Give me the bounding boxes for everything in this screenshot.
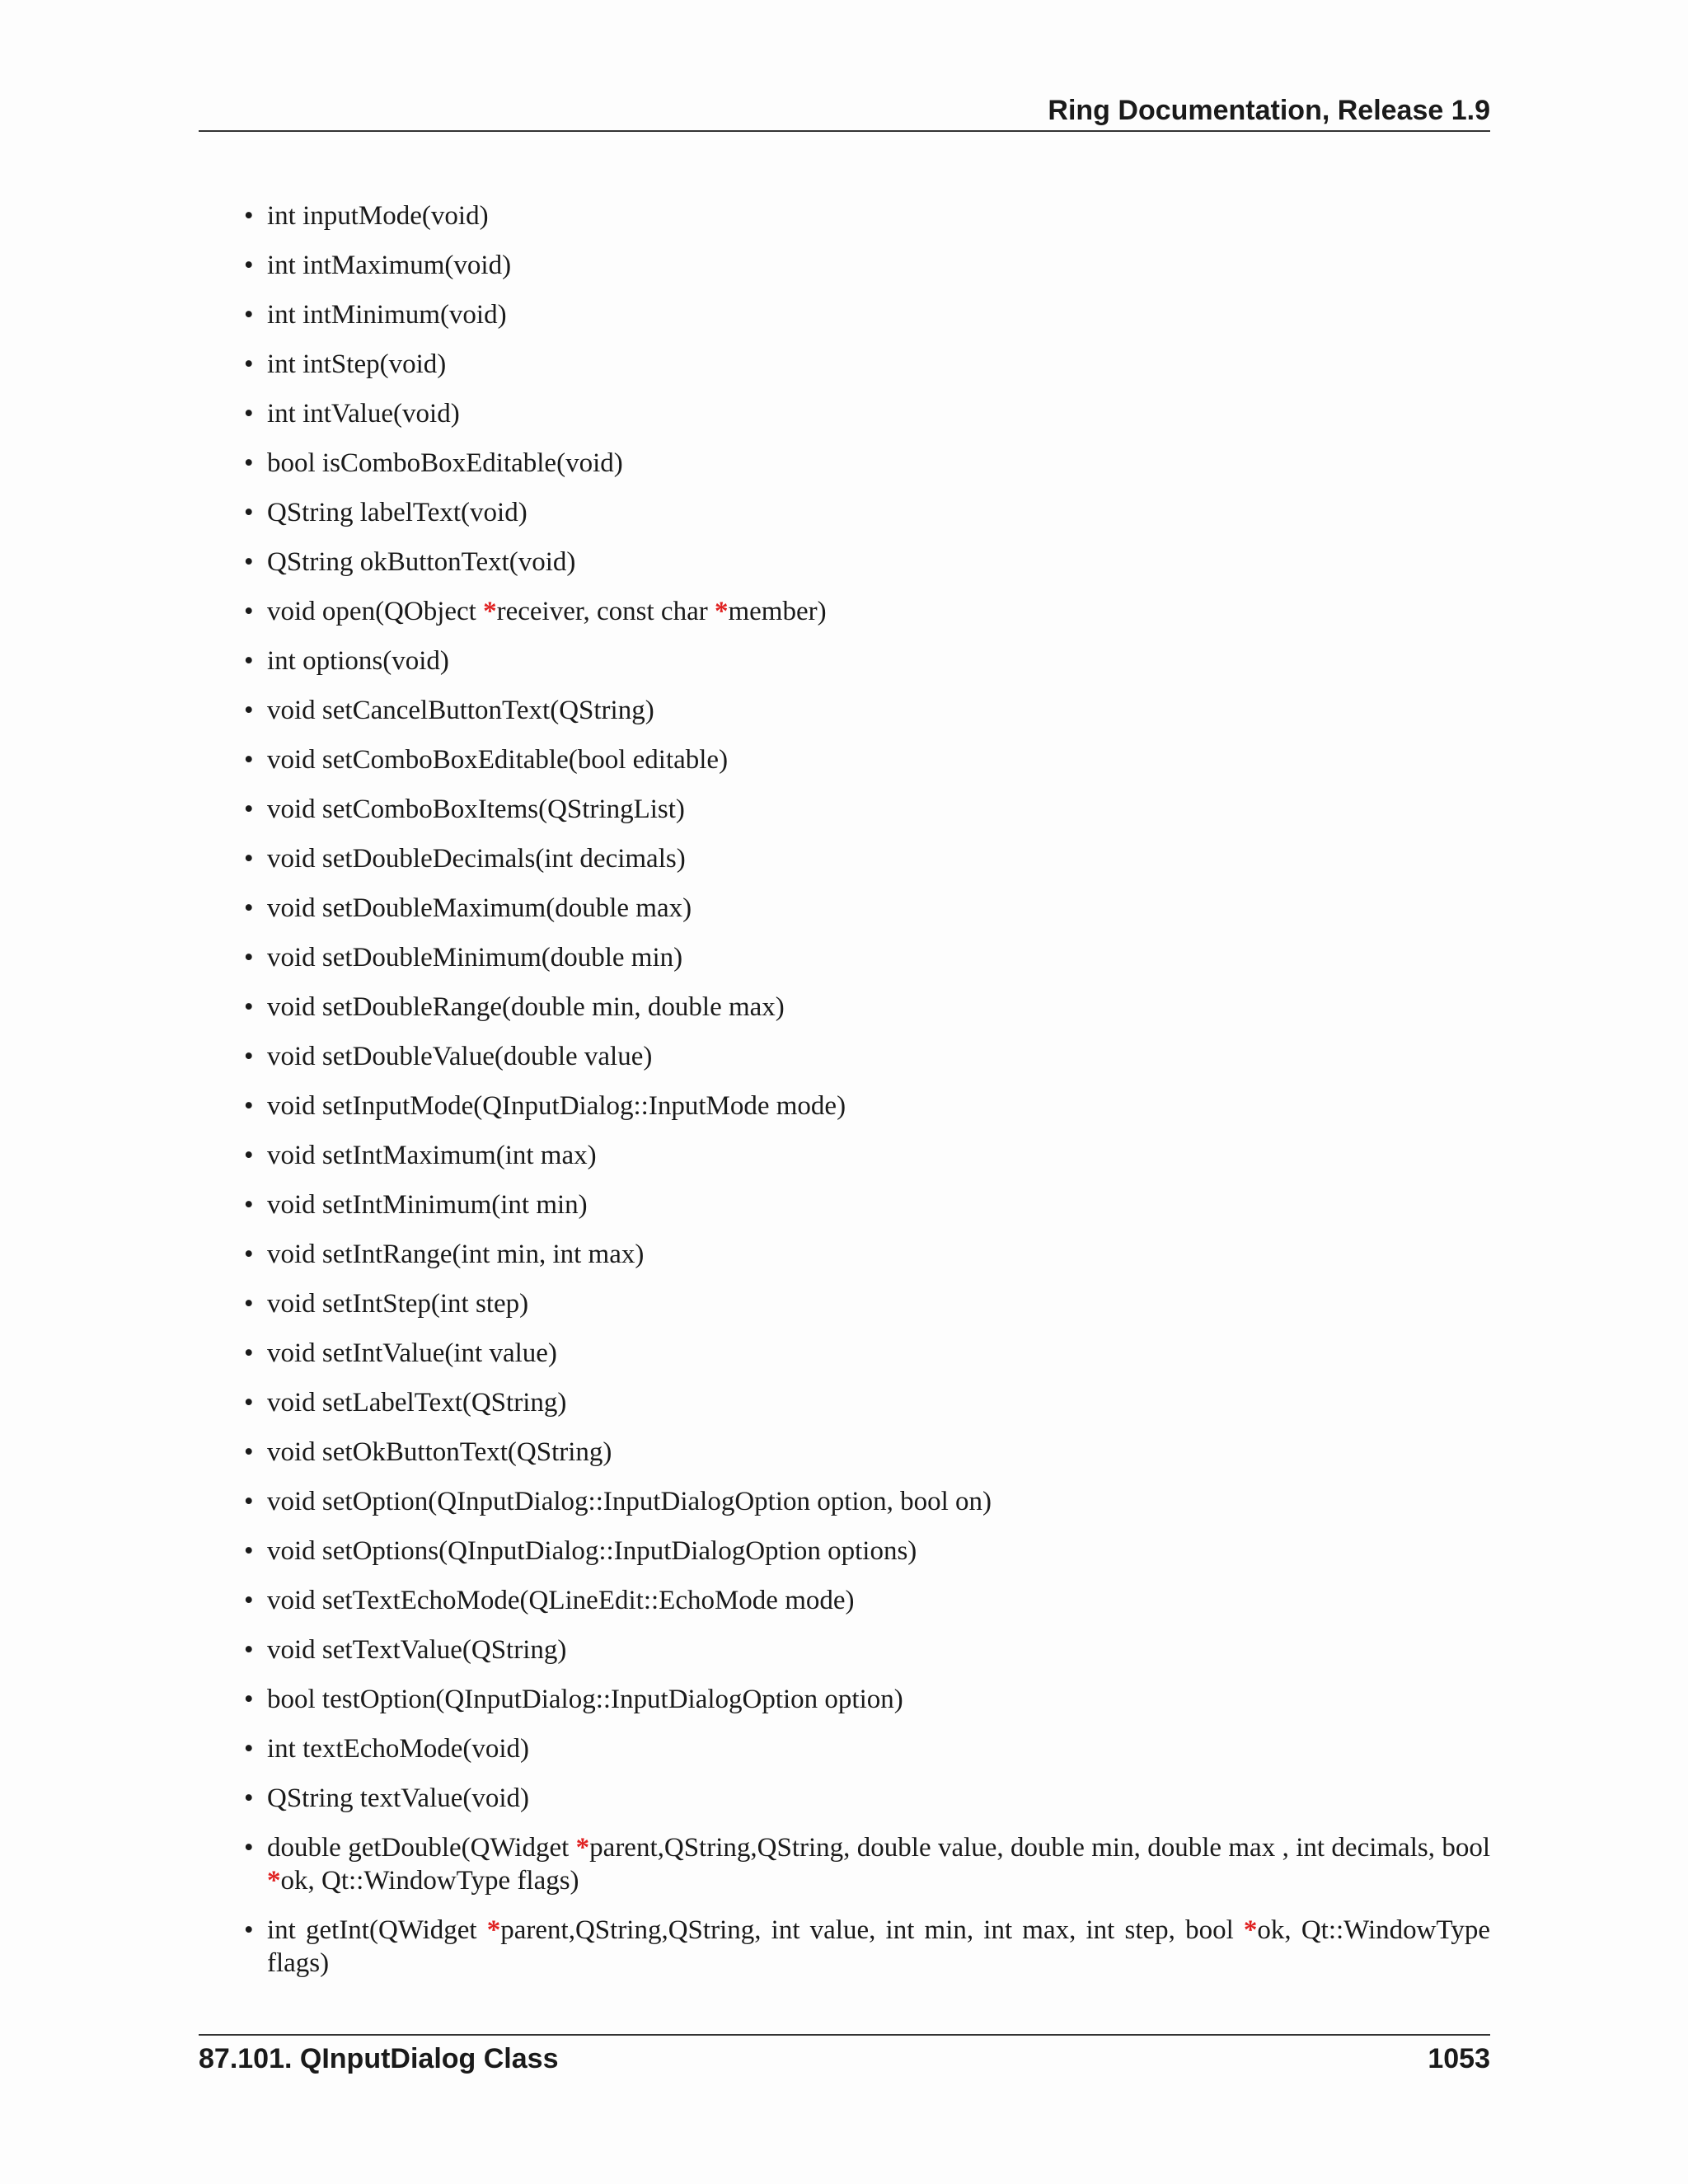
signature-segment: void setIntValue(int value) [267,1338,557,1368]
list-item [244,595,1490,628]
signature-segment: member) [728,597,827,626]
list-item [244,1436,1490,1469]
method-signature [267,1683,1490,1716]
signature-segment: void setDoubleMaximum(double max) [267,893,692,923]
bullet-marker: • [244,794,254,824]
bullet-marker: • [244,1783,254,1813]
signature-segment: int inputMode(void) [267,201,489,231]
method-signature [267,743,1490,776]
signature-segment: receiver, const char [496,597,715,626]
method-signature [267,1287,1490,1320]
signature-segment: int intMinimum(void) [267,300,507,330]
list-item [244,1238,1490,1271]
signature-segment: ok, Qt::WindowType flags) [267,1915,1490,1978]
list-item [244,991,1490,1024]
signature-segment: int getInt(QWidget [267,1915,487,1945]
list-item [244,1287,1490,1320]
method-signature [267,941,1490,974]
bullet-marker: • [244,547,254,577]
method-signature [267,644,1490,677]
list-item [244,1633,1490,1666]
list-item [244,546,1490,579]
list-item [244,743,1490,776]
signature-segment: double getDouble(QWidget [267,1833,576,1863]
pointer-asterisk: * [483,597,497,626]
method-signature [267,199,1490,232]
signature-segment: void setOption(QInputDialog::InputDialogOption option, bool on) [267,1487,992,1516]
bullet-marker: • [244,1915,254,1945]
method-signature [267,842,1490,875]
method-signature [267,1139,1490,1172]
list-item [244,348,1490,381]
method-signature [267,546,1490,579]
bullet-marker: • [244,1091,254,1121]
method-signature [267,1436,1490,1469]
list-item [244,842,1490,875]
signature-segment: void setOkButtonText(QString) [267,1437,612,1467]
signature-segment: int intMaximum(void) [267,251,512,280]
list-item [244,1090,1490,1122]
list-item [244,1337,1490,1370]
signature-segment: void setLabelText(QString) [267,1388,567,1418]
list-item [244,1188,1490,1221]
bullet-marker: • [244,646,254,676]
bullet-marker: • [244,1338,254,1368]
bullet-marker: • [244,1586,254,1615]
list-item [244,1139,1490,1172]
signature-segment: void setIntStep(int step) [267,1289,529,1319]
signature-segment: void setDoubleDecimals(int decimals) [267,844,686,874]
list-item [244,298,1490,331]
signature-segment: int intStep(void) [267,349,447,379]
bullet-marker: • [244,251,254,280]
list-item [244,941,1490,974]
pointer-asterisk: * [714,597,729,626]
signature-segment: bool isComboBoxEditable(void) [267,448,623,478]
method-signature [267,1535,1490,1568]
bullet-marker: • [244,1388,254,1418]
signature-segment: int intValue(void) [267,399,460,429]
signature-segment: void setIntMinimum(int min) [267,1190,588,1220]
method-signature [267,793,1490,826]
method-signature [267,348,1490,381]
bullet-marker: • [244,349,254,379]
bullet-marker: • [244,1487,254,1516]
signature-segment: void setDoubleMinimum(double min) [267,943,683,972]
list-item [244,1485,1490,1518]
bullet-marker: • [244,1190,254,1220]
list-item [244,1831,1490,1897]
list-item [244,397,1490,430]
method-signature [267,298,1490,331]
signature-segment: parent,QString,QString, int value, int min, int max, int step, bool [500,1915,1244,1945]
bullet-marker: • [244,1141,254,1170]
list-item [244,1914,1490,1980]
signature-segment: void setIntRange(int min, int max) [267,1240,645,1269]
bullet-marker: • [244,1635,254,1665]
page-number: 1053 [1428,2043,1490,2074]
bullet-marker: • [244,1289,254,1319]
bullet-marker: • [244,597,254,626]
bullet-marker: • [244,1536,254,1566]
method-signature [267,694,1490,727]
signature-segment: QString textValue(void) [267,1783,530,1813]
bullet-marker: • [244,745,254,775]
bullet-marker: • [244,1734,254,1764]
method-signature [267,1040,1490,1073]
signature-segment: void setComboBoxItems(QStringList) [267,794,685,824]
method-signature [267,397,1490,430]
signature-segment: int options(void) [267,646,449,676]
method-signature [267,447,1490,480]
bullet-marker: • [244,1437,254,1467]
method-signature [267,496,1490,529]
method-signature [267,1584,1490,1617]
list-item [244,694,1490,727]
bullet-marker: • [244,498,254,527]
bullet-marker: • [244,399,254,429]
list-item [244,892,1490,925]
list-item [244,447,1490,480]
method-signature [267,991,1490,1024]
signature-segment: void setCancelButtonText(QString) [267,696,654,725]
list-item [244,793,1490,826]
signature-segment: void setTextEchoMode(QLineEdit::EchoMode mode) [267,1586,855,1615]
list-item [244,1683,1490,1716]
method-signature [267,1386,1490,1419]
list-item [244,1732,1490,1765]
signature-segment: void setIntMaximum(int max) [267,1141,597,1170]
list-item [244,644,1490,677]
list-item [244,1386,1490,1419]
bullet-marker: • [244,1833,254,1863]
bullet-marker: • [244,1042,254,1071]
signature-segment: void setInputMode(QInputDialog::InputMode mode) [267,1091,846,1121]
bullet-marker: • [244,943,254,972]
signature-segment: void setDoubleRange(double min, double max) [267,992,785,1022]
signature-segment: parent,QString,QString, double value, double min, double max , int decimals, bool [589,1833,1490,1863]
method-signature [267,1090,1490,1122]
bullet-marker: • [244,1685,254,1714]
running-header: Ring Documentation, Release 1.9 [1048,95,1490,126]
method-signature [267,1238,1490,1271]
pointer-asterisk: * [1243,1915,1258,1945]
list-item [244,249,1490,282]
pointer-asterisk: * [267,1866,281,1896]
method-signature [267,249,1490,282]
bullet-marker: • [244,1240,254,1269]
method-signature [267,1633,1490,1666]
signature-segment: QString okButtonText(void) [267,547,576,577]
signature-segment: bool testOption(QInputDialog::InputDialogOption option) [267,1685,903,1714]
method-signature [267,595,1490,628]
list-item [244,1535,1490,1568]
method-signature [267,892,1490,925]
bullet-marker: • [244,992,254,1022]
signature-segment: void setComboBoxEditable(bool editable) [267,745,729,775]
method-signature [267,1914,1490,1980]
list-item [244,1584,1490,1617]
pointer-asterisk: * [486,1915,501,1945]
method-signature [267,1831,1490,1897]
bullet-marker: • [244,300,254,330]
bullet-marker: • [244,201,254,231]
list-item [244,1040,1490,1073]
bullet-marker: • [244,844,254,874]
method-signature [267,1485,1490,1518]
signature-segment: QString labelText(void) [267,498,528,527]
list-item [244,199,1490,232]
bullet-marker: • [244,893,254,923]
method-signature [267,1188,1490,1221]
signature-segment: void setOptions(QInputDialog::InputDialogOption options) [267,1536,917,1566]
list-item [244,1782,1490,1815]
pointer-asterisk: * [575,1833,590,1863]
signature-segment: void open(QObject [267,597,484,626]
bullet-marker: • [244,448,254,478]
list-item [244,496,1490,529]
signature-segment: ok, Qt::WindowType flags) [280,1866,579,1896]
bullet-marker: • [244,696,254,725]
method-signature [267,1732,1490,1765]
footer-rule [199,2034,1490,2036]
method-signature [267,1782,1490,1815]
signature-segment: void setDoubleValue(double value) [267,1042,653,1071]
signature-segment: int textEchoMode(void) [267,1734,530,1764]
footer-section-title: 87.101. QInputDialog Class [199,2043,559,2074]
signature-segment: void setTextValue(QString) [267,1635,567,1665]
method-signature [267,1337,1490,1370]
